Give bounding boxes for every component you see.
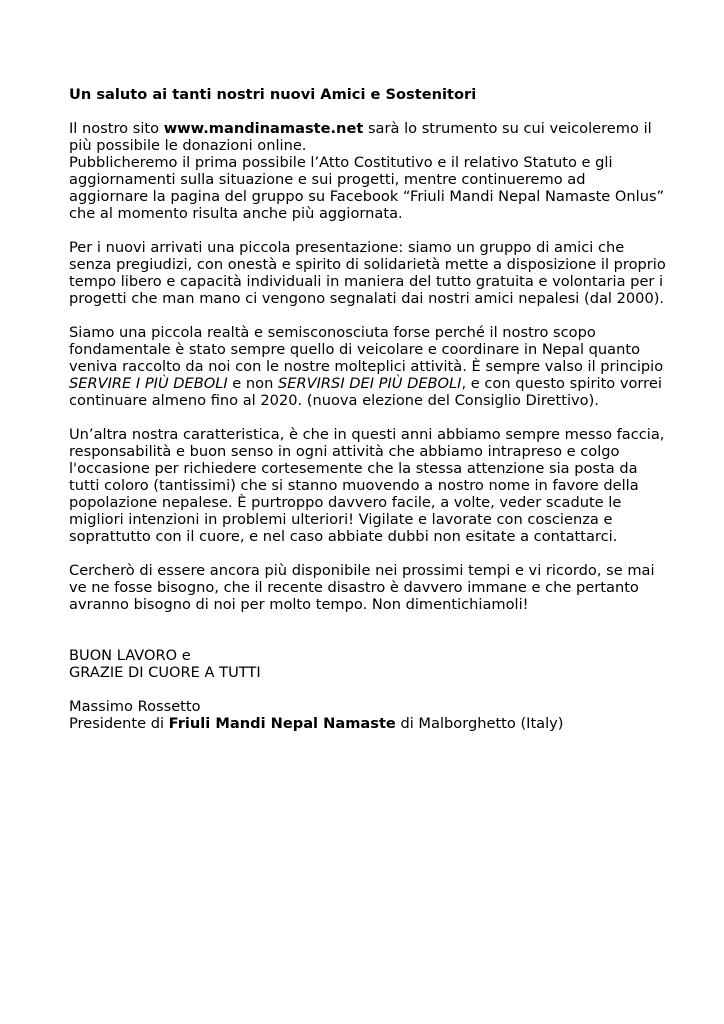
- signature-role: [69, 715, 669, 732]
- motto-serve: SERVIRE I PIÙ DEBOLI: [69, 375, 228, 392]
- signature-role-prefix: Presidente di: [69, 715, 169, 732]
- website-outro-text: sarà lo strumento su cui veicoleremo il più possibile le donazioni online.: [69, 120, 652, 154]
- closing-line-2: GRAZIE DI CUORE A TUTTI: [69, 664, 261, 681]
- paragraph-website: [69, 120, 669, 222]
- website-sentence: [69, 120, 669, 154]
- paragraph-presentation: Per i nuovi arrivati una piccola presentazione: siamo un gruppo di amici che senza pregiudizi, con onestà e spirito di solidarietà mette a disposizione il proprio tempo libero e capacità individuali in maniera del tutto gratuita e volontaria per i progetti che man mano ci vengono segnalati dai nostri amici nepalesi (dal 2000).: [69, 239, 666, 307]
- website-link[interactable]: www.mandinamaste.net: [163, 120, 364, 137]
- signature-organization: Friuli Mandi Nepal Namaste: [168, 715, 396, 732]
- signature-role-suffix: di Malborghetto (Italy): [395, 715, 564, 732]
- motto-exploit: SERVIRSI DEI PIÙ DEBOLI: [278, 375, 462, 392]
- closing-line-1: BUON LAVORO e: [69, 647, 191, 664]
- mission-text-2: e non: [227, 375, 278, 392]
- letter-title: Un saluto ai tanti nostri nuovi Amici e Sostenitori: [69, 86, 477, 103]
- mission-text-1: Siamo una piccola realtà e semisconosciuta forse perché il nostro scopo fondamentale è stato sempre quello di veicolare e coordinare in Nepal quanto veniva raccolto da noi con le nostre molteplici attività. È sempre valso il principio: [69, 324, 664, 375]
- paragraph-appeal: Cercherò di essere ancora più disponibile nei prossimi tempi e vi ricordo, se mai ve ne fosse bisogno, che il recente disastro è davvero immane e che pertanto avranno bisogno di noi per molto tempo. Non dimentichiamoli!: [69, 562, 655, 613]
- closing-block: [69, 647, 669, 681]
- signature-block: [69, 698, 669, 732]
- publication-sentence: Pubblicheremo il prima possibile l’Atto Costitutivo e il relativo Statuto e gli aggiornamenti sulla situazione e sui progetti, mentre continueremo ad aggiornare la pagina del gruppo su Facebook “Friuli Mandi Nepal Namaste Onlus” che al momento risulta anche più aggiornata.: [69, 154, 665, 222]
- letter-body: [69, 86, 669, 732]
- signature-name: Massimo Rossetto: [69, 698, 201, 715]
- website-intro-text: Il nostro sito: [69, 120, 164, 137]
- mission-text-3: , e con questo spirito vorrei continuare almeno fino al 2020. (nuova elezione del Consiglio Direttivo).: [69, 375, 662, 409]
- paragraph-responsibility: Un’altra nostra caratteristica, è che in questi anni abbiamo sempre messo faccia, responsabilità e buon senso in ogni attività che abbiamo intrapreso e colgo l'occasione per richiedere cortesemente che la stessa attenzione sia posta da tutti coloro (tantissimi) che si stanno muovendo a nostro nome in favore della popolazione nepalese. È purtroppo davvero facile, a volte, veder scadute le migliori intenzioni in problemi ulteriori! Vigilate e lavorate con coscienza e soprattutto con il cuore, e nel caso abbiate dubbi non esitate a contattarci.: [69, 426, 665, 545]
- paragraph-mission: [69, 324, 669, 409]
